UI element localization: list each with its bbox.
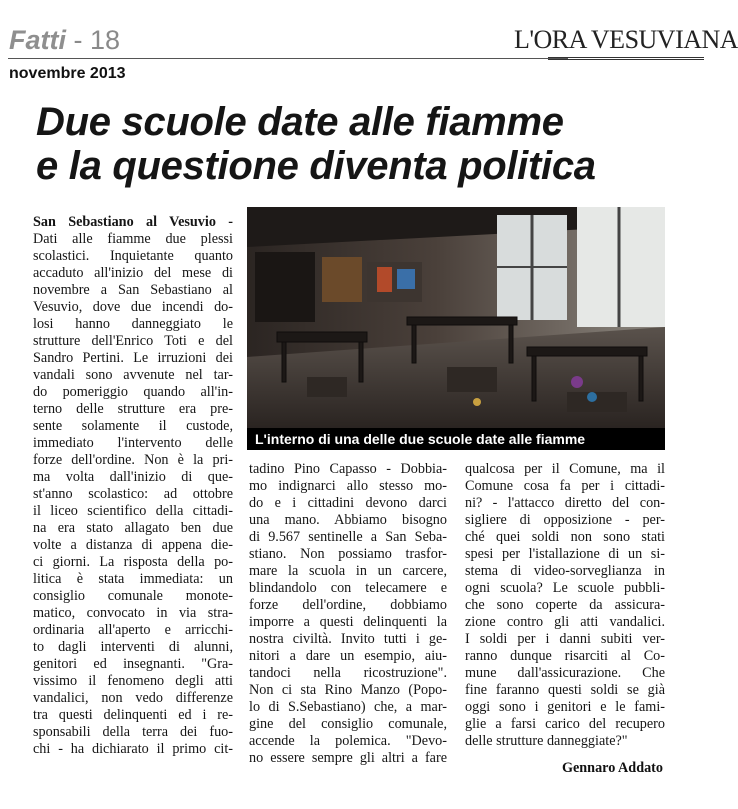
article-line: sigliere di opposizione - per- [465,512,665,528]
article-line: st'anno scolastico: ad ottobre [33,486,233,502]
article-line: oggi sono i genitori e le fami- [465,699,665,715]
author-byline: Gennaro Addato [561,760,663,776]
article-line: ogni scuola? Le scuole pubbli- [465,580,665,596]
header-rule [8,58,568,59]
article-line: consiglio comunale monote- [33,588,233,604]
article-line: Sandro Pertini. Le irruzioni dei [33,350,233,366]
article-line: il liceo scientifico della cittadi- [33,503,233,519]
article-line: imporre a questi delinquenti la [249,614,447,630]
article-line: Comune cosa fa per i cittadi- [465,478,665,494]
page-number: 18 [90,25,121,55]
article-line: tadino Pino Capasso - Dobbia- [249,461,447,477]
article-line: terno delle strutture era pre- [33,401,233,417]
article-line: stiano. Non possiamo trasfor- [249,546,447,562]
article-line: I soldi per i danni subiti ver- [465,631,665,647]
article-line: immediato l'intervento delle [33,435,233,451]
article-line: sponsabili della terra dei fuo- [33,724,233,740]
section-name: Fatti [9,25,66,55]
article-column-3 [465,461,665,750]
masthead-left: L'ORA [513,25,587,54]
article-column-1 [33,214,233,758]
issue-date: novembre 2013 [9,65,126,82]
article-line: vandali sono avvenute nel tar- [33,367,233,383]
article-line: volte a distanza di appena die- [33,537,233,553]
article-line: matico, convocato in via stra- [33,605,233,621]
classroom-photo [247,207,665,428]
article-line: to dagli interventi di alunni, [33,639,233,655]
article-line: losi hanno danneggiato le [33,316,233,332]
article-line: vandalici, non vedo differenze [33,690,233,706]
dateline-place: San Sebastiano al Vesuvio - [33,214,233,230]
article-line: di 9.567 sentinelle a San Seba- [249,529,447,545]
article-line: stema di video-sorveglianza in [465,563,665,579]
article-line: che sono coperte da assicura- [465,597,665,613]
article-line: blindandolo con telecamere e [249,580,447,596]
article-line: una mano. Abbiamo bisogno [249,512,447,528]
article-line: do pomeriggio quando all'in- [33,384,233,400]
article-line: litica è stata immediata: un [33,571,233,587]
article-line: spesi per l'istallazione di un si- [465,546,665,562]
section-label [9,26,120,54]
article-line: ni? - l'attacco diretto del con- [465,495,665,511]
article-line: mo indignarci allo stesso mo- [249,478,447,494]
article-line: genitori ed insegnanti. "Gra- [33,656,233,672]
masthead-logo [513,12,738,60]
headline-line-2: e la questione diventa politica [36,144,596,188]
article-line: zione contro gli atti vandalici. [465,614,665,630]
article-line: tra questi delinquenti ed i re- [33,707,233,723]
article-line: forze dell'ordine. Non è la pri- [33,452,233,468]
section-separator: - [66,25,90,55]
headline-line-1: Due scuole date alle fiamme [36,100,564,144]
article-line: tandoci nella ricostruzione". [249,665,447,681]
article-line: vissimo il fenomeno degli atti [33,673,233,689]
article-line: Vesuvio, dove due incendi do- [33,299,233,315]
photo-caption: L'interno di una delle due scuole date alle fiamme [247,428,665,450]
article-line: forze dell'ordine, dobbiamo [249,597,447,613]
article-line: ordinaria all'aperto e arricchi- [33,622,233,638]
article-line: accende la polemica. "Devo- [249,733,447,749]
headline [36,100,696,188]
article-line: na era stato allagato ben due [33,520,233,536]
article-line: novembre a San Sebastiano al [33,282,233,298]
article-line: Dati alle fiamme due plessi [33,231,233,247]
article-line: fine faranno questi soldi se già [465,682,665,698]
article-line: accaduto all'inizio del mese di [33,265,233,281]
article-line: glie a farsi carico del recupero [465,716,665,732]
article-line: ché quei soldi non sono stati [465,529,665,545]
article-line: delle strutture danneggiate?" [465,733,628,749]
article-line: ma volta dall'inizio di que- [33,469,233,485]
article-line: nostra civiltà. Invito tutti i ge- [249,631,447,647]
article-column-2 [249,461,447,767]
article-line: strutture dell'Enrico Toti e del [33,333,233,349]
article-line: ranno dunque risarciti al Co- [465,648,665,664]
article-line: gine del consiglio comunale, [249,716,447,732]
article-line: mare la scuola in un carcere, [249,563,447,579]
article-line: lo di S.Sebastiano) che, a mar- [249,699,447,715]
article-line: scolastici. Inquietante quanto [33,248,233,264]
article-line: Non ci sta Rino Manzo (Popo- [249,682,447,698]
article-line: sente solamente il custode, [33,418,233,434]
article-line: chi - ha dichiarato il primo cit- [33,741,233,757]
article-line: no essere sempre gli altri a fare [249,750,447,766]
masthead-right: VESUVIANA [590,25,738,54]
article-line: mune dall'assicurazione. Che [465,665,665,681]
article-line: nitori a dare un esempio, aiu- [249,648,447,664]
article-line [33,214,233,231]
article-line: ci giorni. La risposta della po- [33,554,233,570]
article-line: do e i cittadini devono darci [249,495,447,511]
article-line: qualcosa per il Comune, ma il [465,461,665,477]
